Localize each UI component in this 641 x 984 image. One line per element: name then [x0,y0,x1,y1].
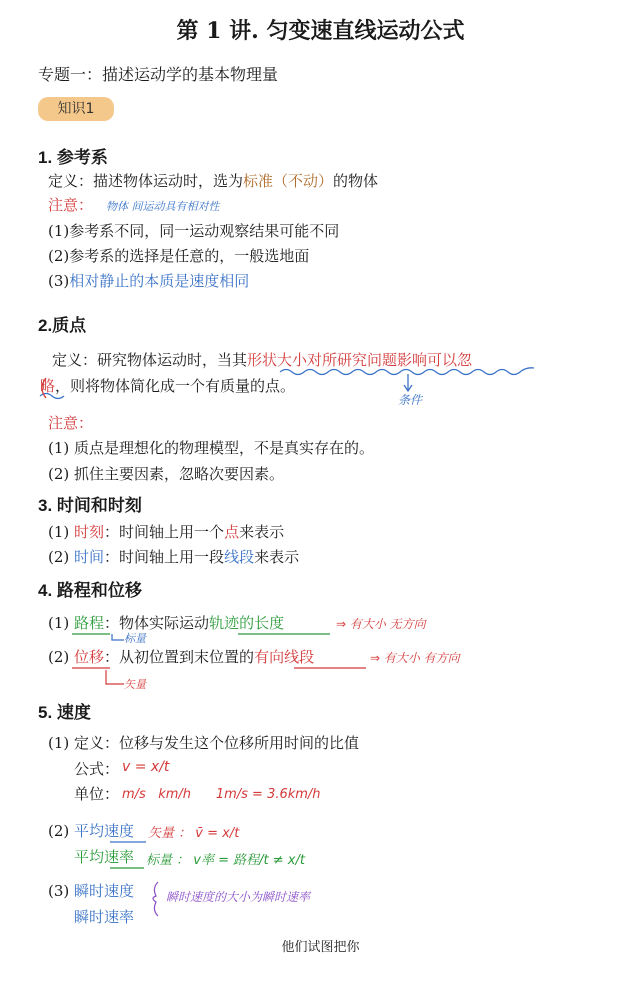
s3-item-2-num: (2) [48,548,70,566]
s3-item-1-a: ：时间轴上用一个 [104,523,225,541]
s3-item-1-num: (1) [48,523,70,541]
s4-hook-1 [112,634,124,640]
s2-def-b: ，则将物体简化成一个有质量的点。 [55,377,296,395]
s1-def-highlight: 标准（不动） [243,172,334,190]
s5-brace [153,882,158,916]
s2-item-2: (2) 抓住主要因素，忽略次要因素。 [48,465,285,483]
s3-item-2-highlight: 线段 [224,548,255,566]
s1-definition [48,170,378,191]
s3-item-2 [48,546,299,567]
s4-item-2-sub: 矢量 [124,678,146,691]
s5-item-2b [74,846,134,867]
s5-item-2-key: 速度 [104,822,135,840]
s2-def-highlight: 形状大小对所研究问题影响可以忽 [247,351,473,369]
s4-item-1-num: (1) [48,614,70,632]
s5-item-3-a: 瞬时速度 [74,882,135,900]
s5-item-2-a: 平均 [74,822,105,840]
s1-item-3-text: 相对静止的本质是速度相同 [69,272,250,290]
s1-def-b: 的物体 [333,172,379,190]
s3-item-2-b: 来表示 [254,548,300,566]
s5-item-2 [48,820,134,841]
s4-item-1-sub: 标量 [124,632,146,645]
s1-item-1: (1)参考系不同，同一运动观察结果可能不同 [48,222,340,240]
section-3-heading: 3. 时间和时刻 [38,496,142,515]
s4-item-2-a: ：从初位置到末位置的 [104,648,255,666]
s5-item-3-num: (3) [48,882,70,900]
s2-definition-line1 [52,349,472,370]
s2-definition-line2 [40,375,295,396]
s5-formula: v = x/t [122,759,170,775]
s2-condition-note: 条件 [398,393,423,407]
s5-item-2-num: (2) [48,822,70,840]
s5-item-3b: 瞬时速率 [74,908,135,926]
s4-item-1-note: ⇒ 有大小 无方向 [336,617,426,631]
s3-item-1-key: 时刻 [74,523,105,541]
s4-item-2-num: (2) [48,648,70,666]
s5-item-2b-a: 平均 [74,848,105,866]
s5-item-2b-note: 标量 ： v率 = 路程/t ≠ x/t [146,853,305,868]
section-5-heading: 5. 速度 [38,703,91,722]
s3-item-1-highlight: 点 [224,523,240,541]
s1-item-2: (2)参考系的选择是任意的，一般选地面 [48,247,310,265]
s4-item-1 [48,612,284,633]
s4-item-1-a: ：物体实际运动 [104,614,210,632]
s5-item-3-note: 瞬时速度的大小为瞬时速率 [166,890,311,904]
s4-hook-2 [106,670,124,684]
s1-item-3-num: (3) [48,272,70,290]
s4-item-1-highlight: 轨迹的长度 [209,614,285,632]
knowledge-badge: 知识1 [38,97,114,121]
s1-item-3 [48,270,249,291]
s5-item-1: (1) 定义：位移与发生这个位移所用时间的比值 [48,734,360,752]
s5-unit-label: 单位： [74,785,120,803]
section-4-heading: 4. 路程和位移 [38,581,142,600]
s5-formula-label: 公式： [74,760,120,778]
s4-item-2 [48,646,314,667]
s2-def-highlight-2: 略 [40,377,56,395]
s5-item-2-note: 矢量 ： v̄ = x/t [148,826,240,841]
s5-item-2b-key: 速率 [104,848,135,866]
s4-item-2-highlight: 有向线段 [254,648,315,666]
s1-note-handwriting: 物体 间运动具有相对性 [106,200,220,213]
section-2-heading: 2.质点 [38,316,87,335]
s3-item-2-a: ：时间轴上用一段 [104,548,225,566]
s2-note-label: 注意： [48,414,94,432]
s3-item-1 [48,521,284,542]
s3-item-2-key: 时间 [74,548,105,566]
s2-down-arrow [404,374,412,391]
s1-note-label: 注意： [48,196,94,214]
section-1-heading: 1. 参考系 [38,148,108,167]
s4-item-1-key: 路程 [74,614,105,632]
page-title: 第 1 讲. 匀变速直线运动公式 [176,18,465,44]
s2-def-a: 定义：研究物体运动时，当其 [52,351,248,369]
watermark-caption: 他们试图把你 [281,940,360,955]
s4-item-2-key: 位移 [74,648,105,666]
s4-item-2-note: ⇒ 有大小 有方向 [370,651,460,665]
s3-item-1-b: 来表示 [239,523,285,541]
s5-item-3 [48,880,134,901]
topic-heading: 专题一：描述运动学的基本物理量 [38,65,279,84]
s1-def-a: 定义：描述物体运动时，选为 [48,172,244,190]
s5-units: m/s km/h 1m/s = 3.6km/h [122,787,321,802]
s2-item-1: (1) 质点是理想化的物理模型，不是真实存在的。 [48,439,375,457]
